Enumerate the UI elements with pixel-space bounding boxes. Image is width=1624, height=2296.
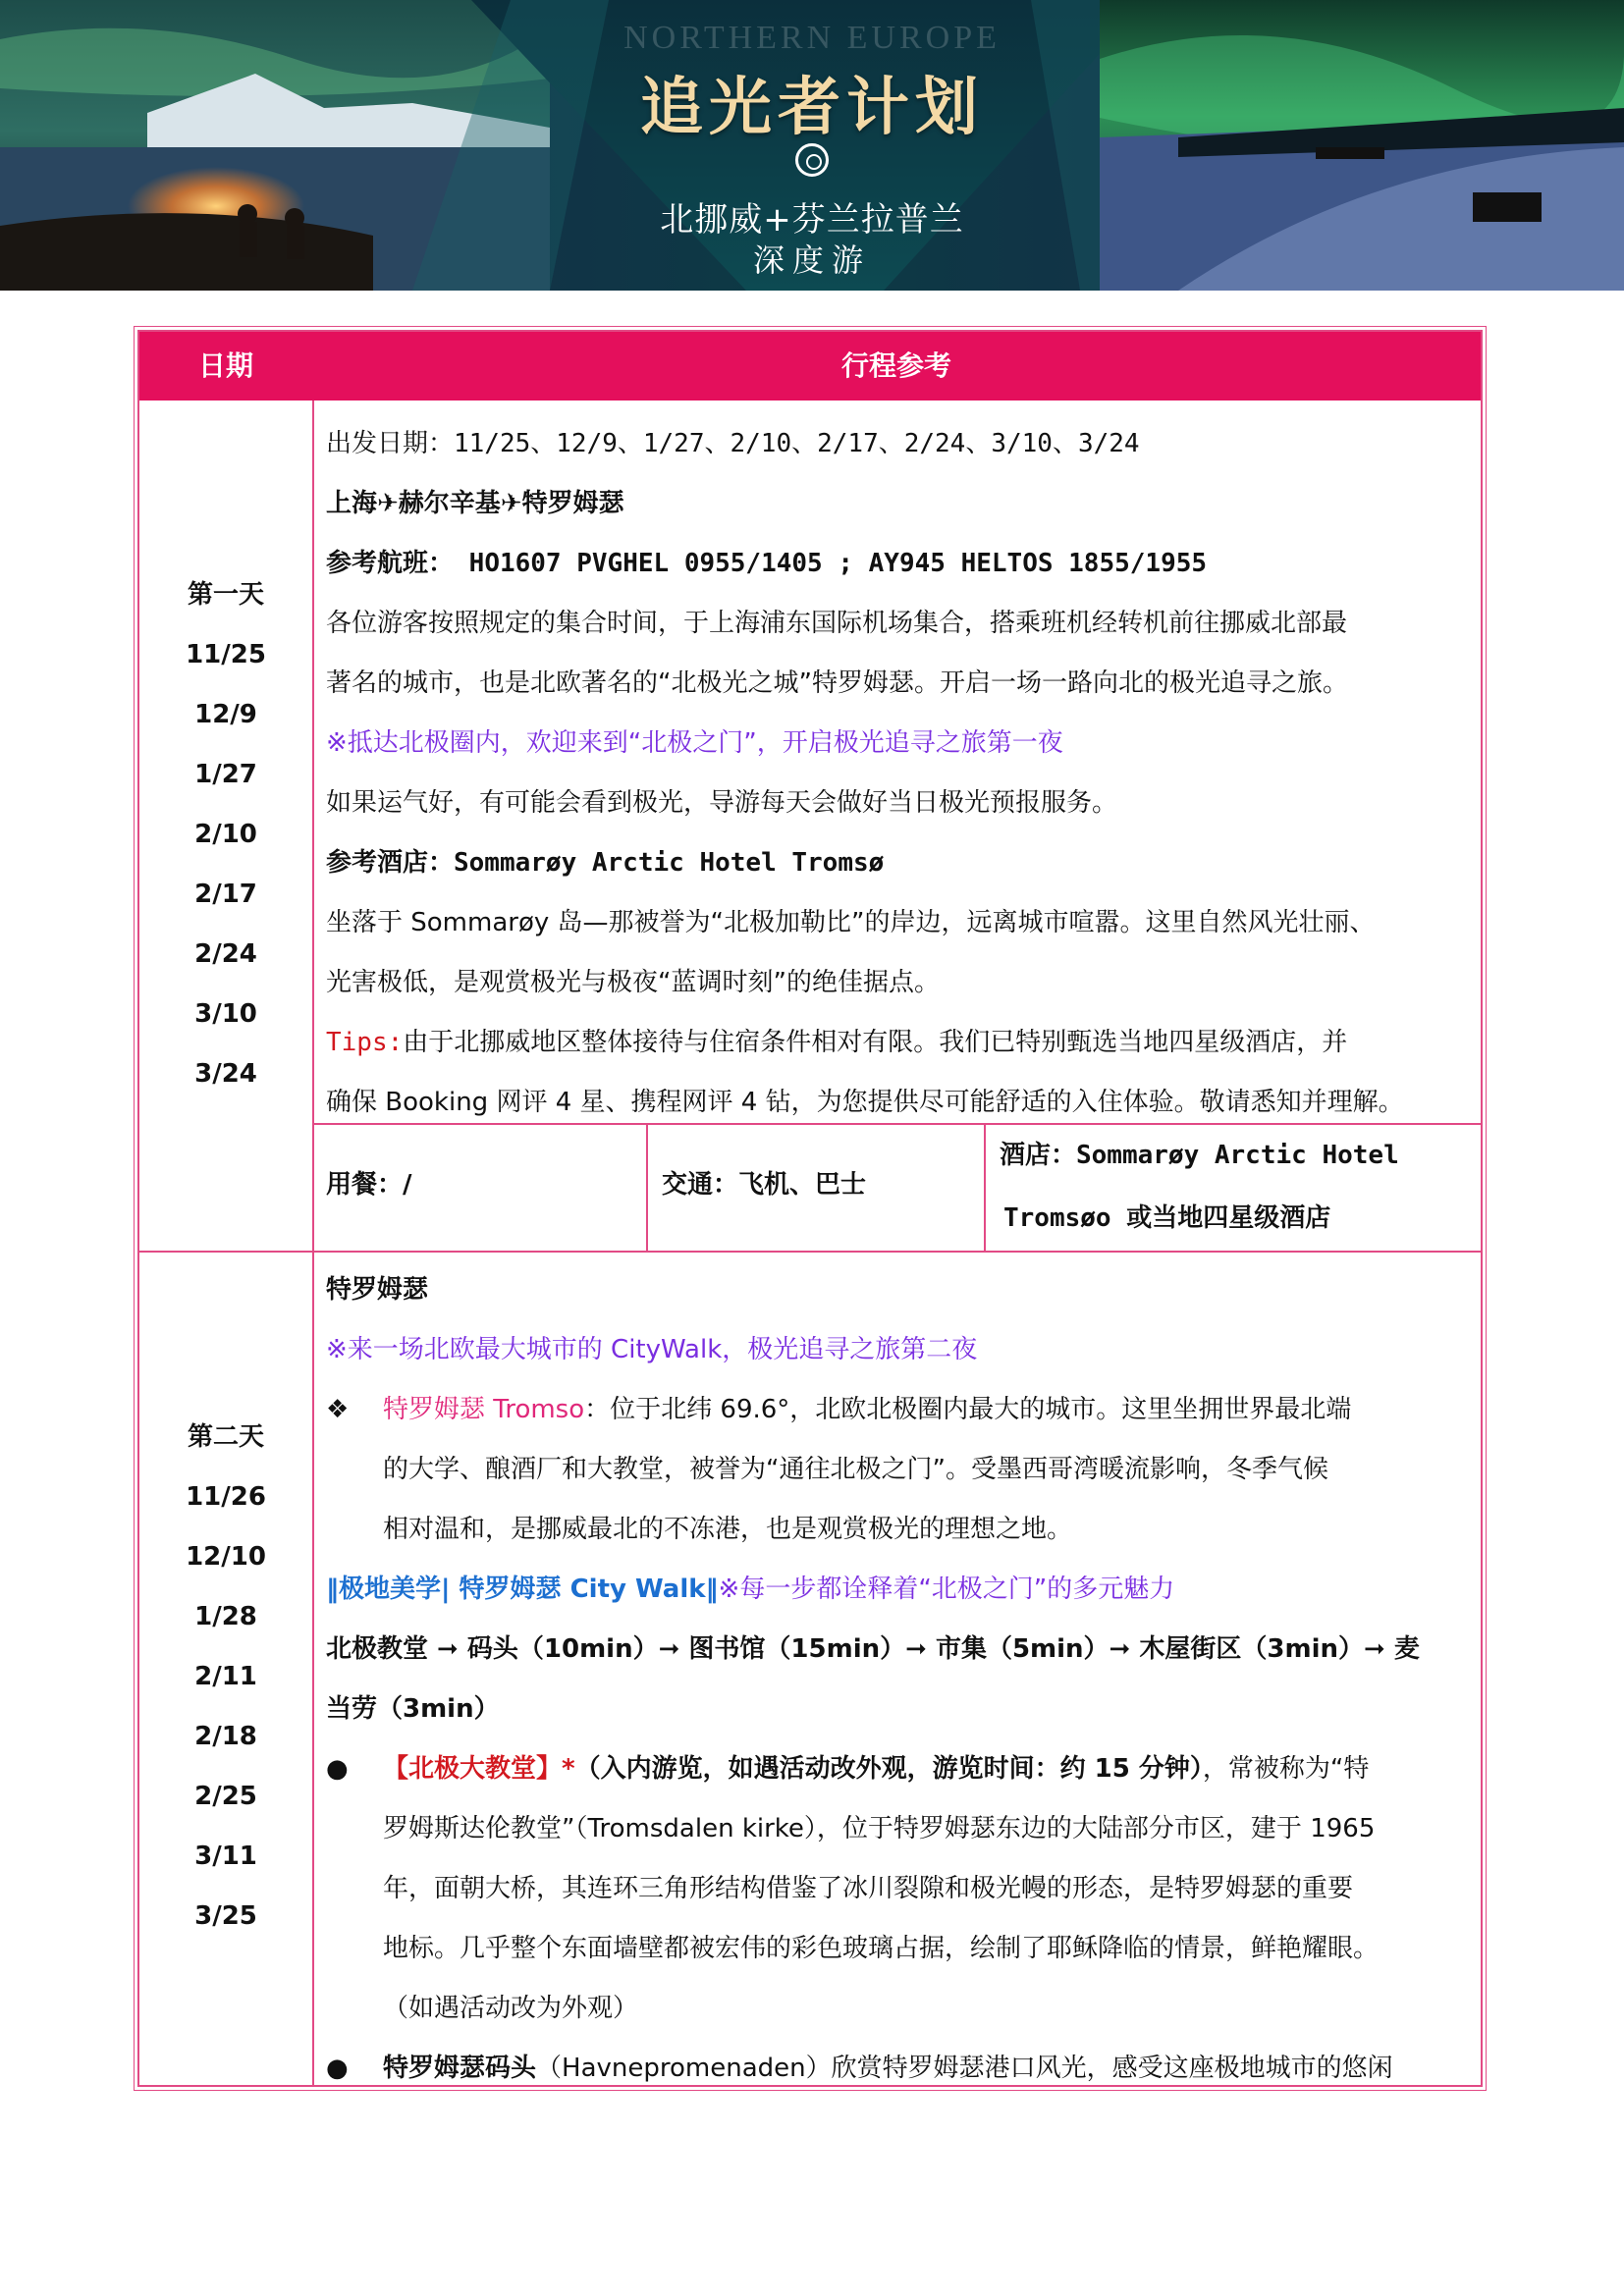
itinerary-table [137, 330, 1483, 2087]
cathedral-visit-note: （入内游览，如遇活动改外观，游览时间：约 15 分钟） [574, 1754, 1203, 1784]
flight-label: 参考航班： [326, 549, 455, 578]
table-header [139, 332, 1481, 400]
day2-label: 第二天 [187, 1422, 264, 1452]
day2-date: 3/11 [194, 1842, 257, 1871]
tips [326, 1013, 1614, 1073]
day2-date: 12/10 [186, 1542, 266, 1572]
banner-subtitle-en: NORTHERN EUROPE [623, 20, 1001, 56]
tromso-desc: 的大学、酿酒厂和大教堂，被誉为“通往北极之门”。受墨西哥湾暖流影响，冬季气候 [383, 1455, 1328, 1484]
day2-date: 2/18 [194, 1722, 257, 1751]
day2-date: 1/28 [194, 1602, 257, 1631]
day1-label: 第一天 [187, 580, 264, 610]
day1-date: 2/17 [194, 880, 257, 909]
meals-cell: 用餐：/ [326, 1170, 412, 1200]
cathedral-desc: （如遇活动改为外观） [383, 1994, 639, 2023]
tips-text: 由于北挪威地区整体接待与住宿条件相对有限。我们已特别甄选当地四星级酒店，并 [403, 1028, 1348, 1057]
route: 上海✈赫尔辛基✈特罗姆瑟 [326, 489, 624, 518]
day1-desc: 各位游客按照规定的集合时间，于上海浦东国际机场集合，搭乘班机经转机前往挪威北部最 [326, 609, 1348, 638]
day1-date-column [139, 565, 312, 1104]
city-walk-note: ※每一步都诠释着“北极之门”的多元魅力 [718, 1575, 1175, 1604]
day2-content [326, 1260, 1614, 2099]
cathedral-desc: 罗姆斯达伦教堂”（Tromsdalen kirke），位于特罗姆瑟东边的大陆部分市区，建于 1965 [383, 1814, 1376, 1843]
day1-date: 12/9 [194, 700, 257, 729]
reference-hotel: 参考酒店：Sommarøy Arctic Hotel Tromsø [326, 848, 885, 878]
day2-date-column [139, 1408, 312, 1947]
header-banner [0, 0, 1624, 291]
bullet-icon: ● [326, 1754, 349, 1784]
col-date-header: 日期 [197, 349, 253, 382]
banner-route: 北挪威+芬兰拉普兰 [660, 200, 964, 240]
aurora-note: 如果运气好，有可能会看到极光，导游每天会做好当日极光预报服务。 [326, 788, 1118, 818]
day2-date: 2/25 [194, 1782, 257, 1811]
walk-route: 北极教堂 ➞ 码头（10min）➞ 图书馆（15min）➞ 市集（5min）➞ 木屋街区（3min）➞ 麦 [326, 1634, 1420, 1664]
tromso-desc: ：位于北纬 69.6°，北欧北极圈内最大的城市。这里坐拥世界最北端 [584, 1395, 1352, 1424]
day1-date: 3/10 [194, 999, 257, 1029]
bullet-icon: ● [326, 2054, 349, 2083]
tromso-intro [326, 1380, 1614, 1440]
day-divider [139, 1251, 1481, 1253]
harbor-item [326, 2039, 1614, 2099]
day2-date: 2/11 [194, 1662, 257, 1691]
day1-date: 2/24 [194, 939, 257, 969]
tromso-name: 特罗姆瑟 Tromso [383, 1395, 585, 1424]
day1-content [326, 414, 1614, 1133]
flight-info [326, 534, 1614, 594]
hotel-desc: 光害极低，是观赏极光与极夜“蓝调时刻”的绝佳据点。 [326, 968, 940, 997]
day1-date: 11/25 [186, 640, 266, 669]
day2-date: 3/25 [194, 1901, 257, 1931]
tips-label: Tips: [326, 1028, 404, 1057]
transport-cell: 交通：飞机、巴士 [662, 1170, 867, 1200]
day1-highlight: ※抵达北极圈内，欢迎来到“北极之门”，开启极光追寻之旅第一夜 [326, 728, 1063, 758]
cathedral-item [326, 1739, 1614, 1799]
day1-date: 3/24 [194, 1059, 257, 1089]
day1-desc: 著名的城市，也是北欧著名的“北极光之城”特罗姆瑟。开启一场一路向北的极光追寻之旅。 [326, 668, 1348, 698]
day1-date: 1/27 [194, 760, 257, 789]
cathedral-desc: ，常被称为“特 [1202, 1754, 1370, 1784]
hotel-desc: 坐落于 Sommarøy 岛—那被誉为“北极加勒比”的岸边，远离城市喧嚣。这里自然风光壮丽、 [326, 908, 1376, 937]
hotel-cell: Tromsøo 或当地四星级酒店 [1003, 1203, 1331, 1233]
cathedral-desc: 地标。几乎整个东面墙壁都被宏伟的彩色玻璃占据，绘制了耶稣降临的情景，鲜艳耀眼。 [383, 1934, 1380, 1963]
city-walk-name: ‖极地美学| 特罗姆瑟 City Walk‖ [326, 1575, 719, 1604]
s-logo-icon [795, 143, 829, 177]
banner-title: 追光者计划 [640, 71, 984, 144]
banner-tour-type: 深度游 [752, 241, 871, 279]
day1-date: 2/10 [194, 820, 257, 849]
city-walk-title [326, 1560, 1614, 1620]
day2-highlight: ※来一场北欧最大城市的 CityWalk，极光追寻之旅第二夜 [326, 1335, 978, 1364]
day2-date: 11/26 [186, 1482, 266, 1512]
flight-value: HO1607 PVGHEL 0955/1405 ; AY945 HELTOS 1855/1955 [454, 549, 1208, 578]
cell-divider [646, 1123, 648, 1251]
cathedral-name: 【北极大教堂】* [383, 1754, 575, 1784]
diamond-bullet-icon: ❖ [326, 1395, 350, 1424]
walk-route: 当劳（3min） [326, 1694, 500, 1724]
column-divider [312, 400, 314, 2087]
harbor-name: 特罗姆瑟码头 [383, 2054, 537, 2083]
departure-dates: 出发日期：11/25、12/9、1/27、2/10、2/17、2/24、3/10、3/24 [326, 429, 1140, 458]
harbor-desc: （Havnepromenaden）欣赏特罗姆瑟港口风光，感受这座极地城市的悠闲 [536, 2054, 1393, 2083]
day2-city: 特罗姆瑟 [326, 1275, 429, 1305]
hotel-cell: 酒店：Sommarøy Arctic Hotel [1000, 1141, 1399, 1170]
cathedral-desc: 年，面朝大桥，其连环三角形结构借鉴了冰川裂隙和极光幔的形态，是特罗姆瑟的重要 [383, 1874, 1354, 1903]
tips-text: 确保 Booking 网评 4 星、携程网评 4 钻，为您提供尽可能舒适的入住体验。敬请悉知并理解。 [326, 1088, 1404, 1117]
tromso-desc: 相对温和，是挪威最北的不冻港，也是观赏极光的理想之地。 [383, 1515, 1073, 1544]
col-itinerary-header: 行程参考 [840, 349, 951, 382]
cell-divider [984, 1123, 986, 1251]
